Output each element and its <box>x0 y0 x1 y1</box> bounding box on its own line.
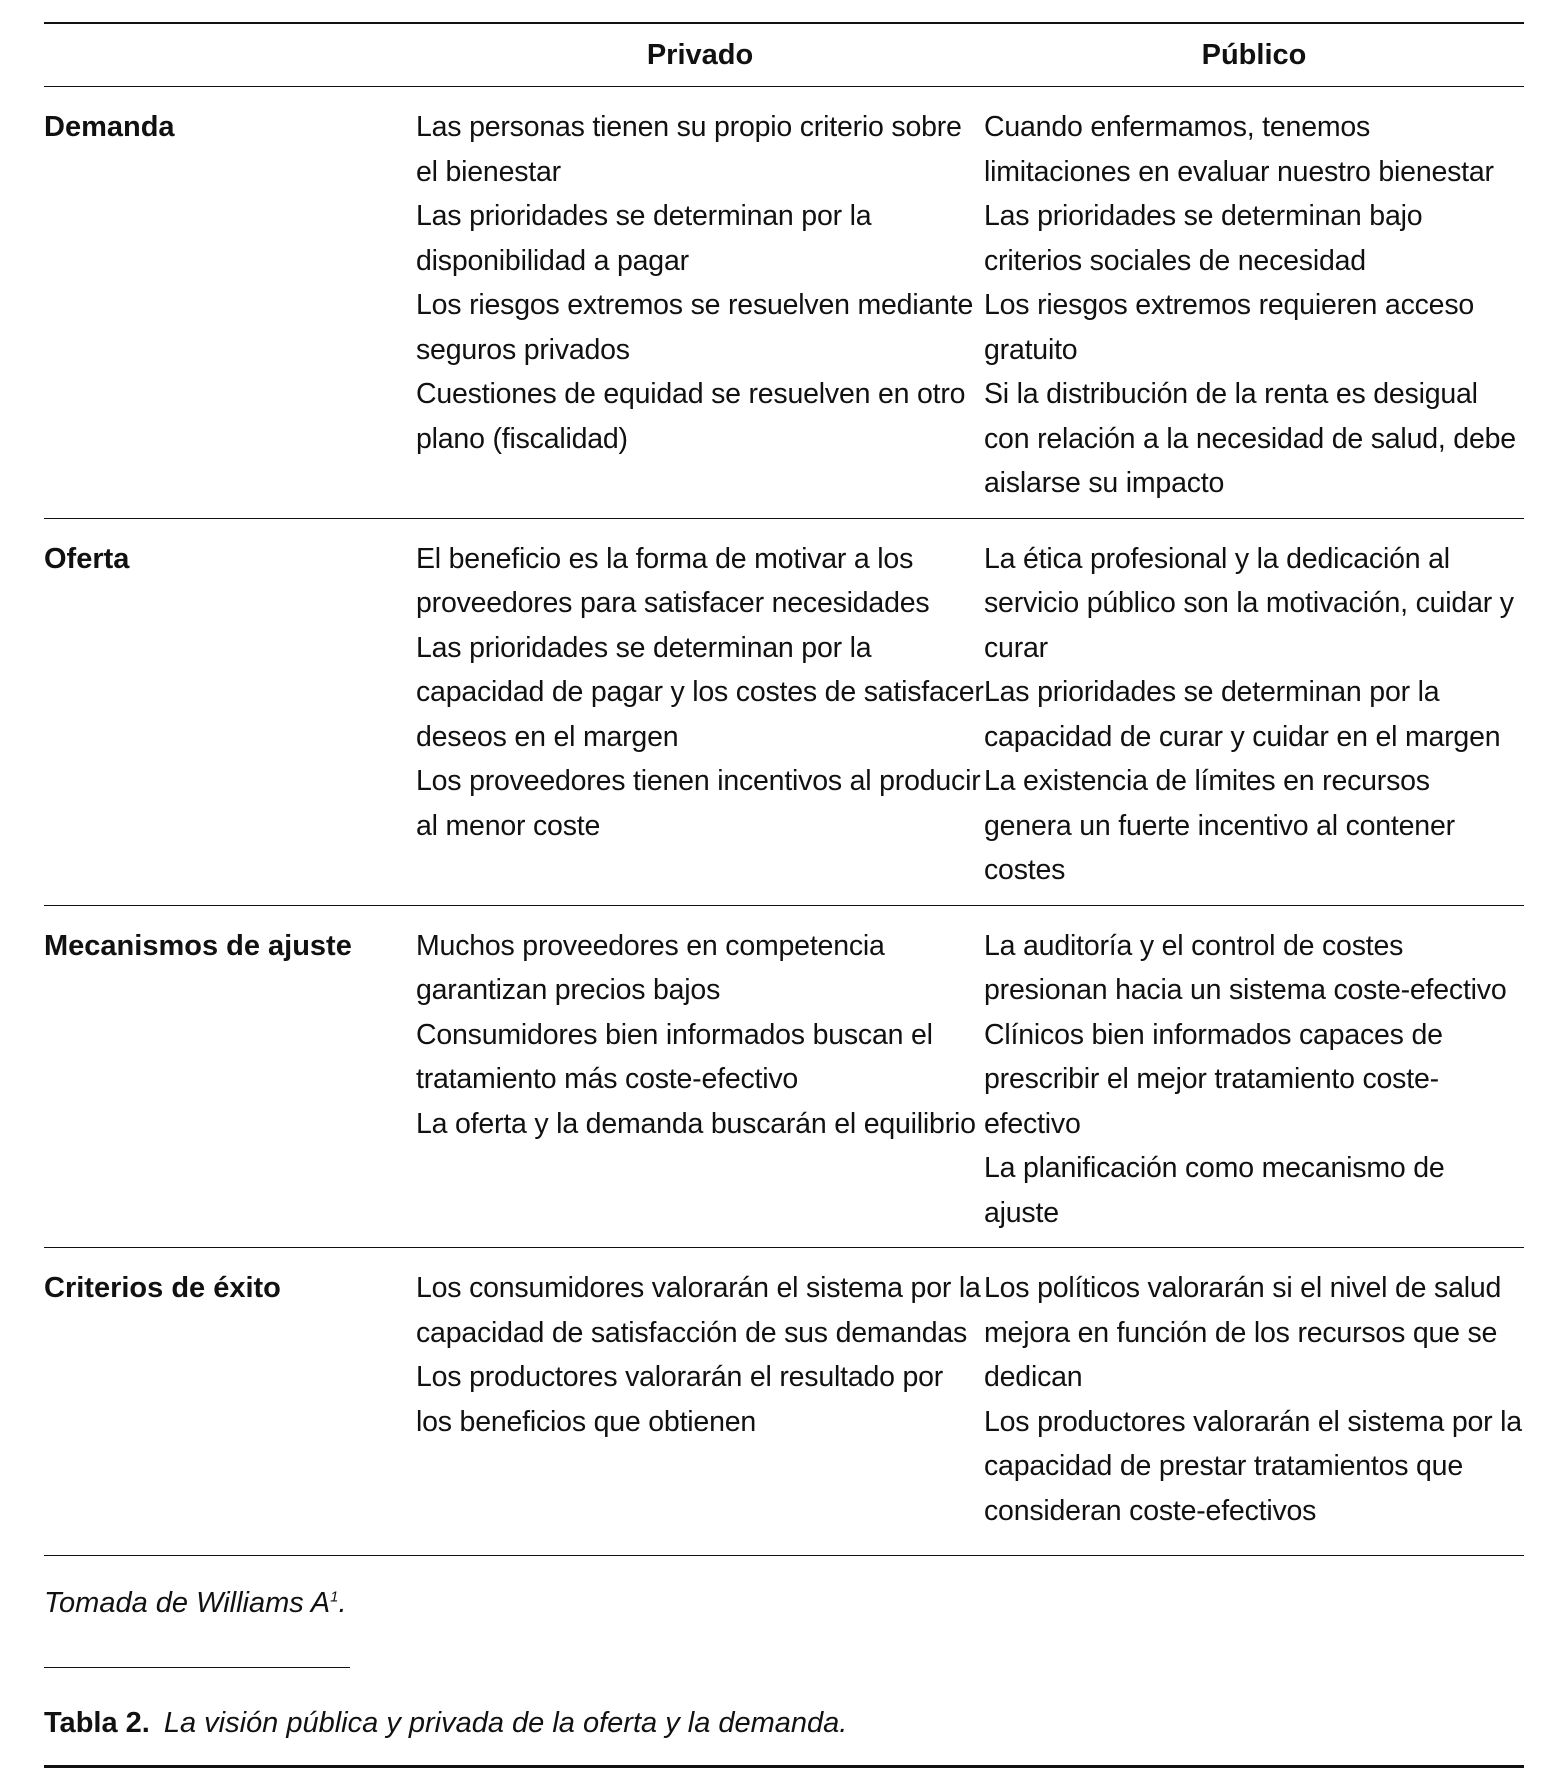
source-text: Tomada de Williams A <box>44 1587 331 1619</box>
table-header-row <box>44 24 1524 87</box>
table-caption <box>44 1707 847 1740</box>
caption-divider <box>44 1667 350 1668</box>
row-label: Criterios de éxito <box>44 1272 281 1304</box>
row-label: Oferta <box>44 542 130 575</box>
header-privado: Privado <box>646 38 754 71</box>
cell-publico <box>984 537 1524 893</box>
caption-label: Tabla 2. <box>44 1707 150 1739</box>
header-publico: Público <box>1201 38 1307 71</box>
cell-item: La existencia de límites en recursos genera un fuerte incentivo al contener costes <box>984 765 1455 886</box>
cell-publico <box>984 105 1524 506</box>
cell-privado <box>416 1266 984 1533</box>
bottom-rule <box>44 1765 1524 1768</box>
cell-item: Los productores valorarán el sistema por la capacidad de prestar tratamientos que consideran coste-efectivos <box>984 1405 1522 1527</box>
row-label: Mecanismos de ajuste <box>44 929 352 962</box>
table-row <box>44 906 1524 1249</box>
cell-item: Los productores valorarán el resultado por los beneficios que obtienen <box>416 1361 944 1438</box>
comparison-table <box>44 22 1524 1556</box>
cell-privado <box>416 105 984 506</box>
table-source-note <box>44 1587 347 1620</box>
page <box>44 22 1524 1739</box>
table-row <box>44 1248 1524 1555</box>
cell-publico <box>984 924 1524 1236</box>
table-row <box>44 87 1524 519</box>
table-row <box>44 519 1524 906</box>
cell-item: Los riesgos extremos se resuelven mediante seguros privados <box>416 289 974 366</box>
cell-item: Las prioridades se determinan por la disponibilidad a pagar <box>416 200 872 277</box>
cell-item: Las prioridades se determinan por la capacidad de curar y cuidar en el margen <box>984 676 1501 753</box>
cell-item: Los políticos valorarán si el nivel de salud mejora en función de los recursos que se dedican <box>984 1272 1502 1393</box>
cell-item: Cuando enfermamos, tenemos limitaciones en evaluar nuestro bienestar <box>984 111 1494 188</box>
cell-item: Las personas tienen su propio criterio sobre el bienestar <box>416 111 962 188</box>
cell-item: Los consumidores valorarán el sistema por la capacidad de satisfacción de sus demandas <box>416 1272 981 1349</box>
cell-privado <box>416 537 984 893</box>
cell-item: Cuestiones de equidad se resuelven en otro plano (fiscalidad) <box>416 378 966 455</box>
source-suffix: . <box>338 1587 347 1619</box>
caption-text: La visión pública y privada de la oferta y la demanda. <box>163 1707 848 1739</box>
table-body <box>44 87 1524 1555</box>
cell-item: Los proveedores tienen incentivos al producir al menor coste <box>416 765 981 842</box>
cell-item: Los riesgos extremos requieren acceso gratuito <box>984 289 1475 366</box>
row-label: Demanda <box>44 111 175 143</box>
cell-item: La planificación como mecanismo de ajuste <box>984 1152 1445 1229</box>
cell-privado <box>416 924 984 1236</box>
cell-item: Si la distribución de la renta es desigual con relación a la necesidad de salud, debe aislarse su impacto <box>984 378 1516 499</box>
source-reference: 1 <box>330 1588 339 1606</box>
cell-item: La ética profesional y la dedicación al servicio público son la motivación, cuidar y curar <box>984 542 1514 664</box>
cell-item: Las prioridades se determinan por la capacidad de pagar y los costes de satisfacer deseos en el margen <box>416 631 984 753</box>
cell-item: La auditoría y el control de costes presionan hacia un sistema coste-efectivo <box>984 929 1507 1006</box>
cell-publico <box>984 1266 1524 1533</box>
cell-item: La oferta y la demanda buscarán el equilibrio <box>416 1107 976 1140</box>
cell-item: Muchos proveedores en competencia garantizan precios bajos <box>416 929 885 1006</box>
cell-item: Las prioridades se determinan bajo criterios sociales de necesidad <box>984 200 1423 277</box>
cell-item: El beneficio es la forma de motivar a los proveedores para satisfacer necesidades <box>416 542 930 619</box>
cell-item: Consumidores bien informados buscan el tratamiento más coste-efectivo <box>416 1018 933 1095</box>
cell-item: Clínicos bien informados capaces de prescribir el mejor tratamiento coste-efectivo <box>984 1018 1443 1140</box>
